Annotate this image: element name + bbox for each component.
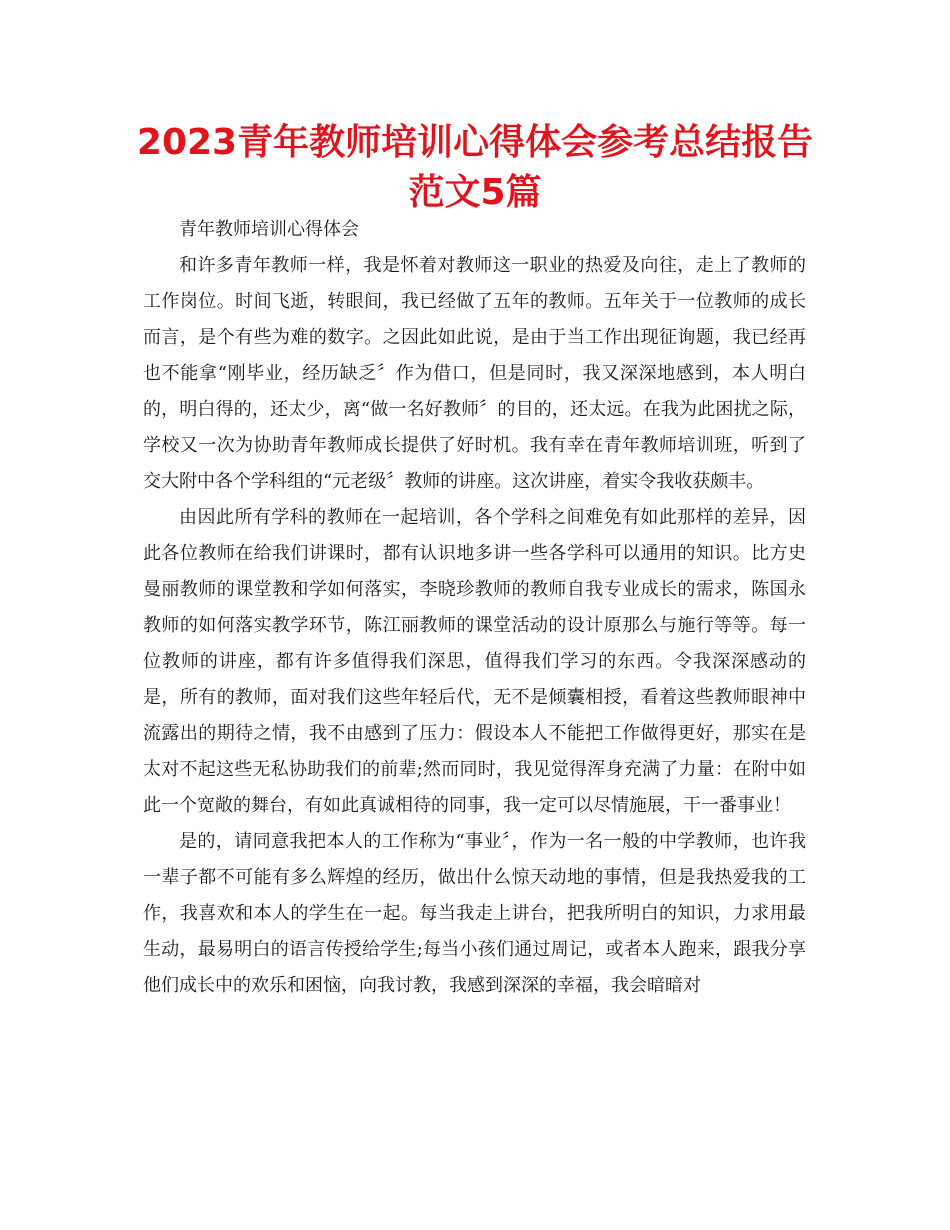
paragraph: 由因此所有学科的教师在一起培训，各个学科之间难免有如此那样的差异，因此各位教师在给我们讲课时，都有认识地多讲一些各学科可以通用的知识。比方史曼丽教师的课堂教和学如何落实，李晓珍教师的教师自我专业成长的需求，陈国永教师的如何落实教学环节，陈江丽教师的课堂活动的设计原那么与施行等等。每一位教师的讲座，都有许多值得我们深思，值得我们学习的东西。令我深深感动的是，所有的教师，面对我们这些年轻后代，无不是倾囊相授，看着这些教师眼神中流露出的期待之情，我不由感到了压力：假设本人不能把工作做得更好，那实在是太对不起这些无私协助我们的前辈;然而同时，我见觉得浑身充满了力量：在附中如此一个宽敞的舞台，有如此真诚相待的同事，我一定可以尽情施展，干一番事业！	[143, 507, 806, 816]
document-subtitle: 青年教师培训心得体会	[179, 219, 359, 240]
document-title: 2023青年教师培训心得体会参考总结报告范文5篇	[136, 122, 814, 213]
paragraph: 和许多青年教师一样，我是怀着对教师这一职业的热爱及向往，走上了教师的工作岗位。时间飞逝，转眼间，我已经做了五年的教师。五年关于一位教师的成长而言，是个有些为难的数字。之因此如此说，是由于当工作出现征询题，我已经再也不能拿“刚毕业，经历缺乏〞作为借口，但是同时，我又深深地感到，本人明白的，明白得的，还太少，离“做一名好教师〞的目的，还太远。在我为此困扰之际，学校又一次为协助青年教师成长提供了好时机。我有幸在青年教师培训班，听到了交大附中各个学科组的“元老级〞教师的讲座。这次讲座，着实令我收获颇丰。	[143, 255, 806, 492]
paragraph: 是的，请同意我把本人的工作称为“事业〞，作为一名一般的中学教师，也许我一辈子都不可能有多么辉煌的经历，做出什么惊天动地的事情，但是我热爱我的工作，我喜欢和本人的学生在一起。每当我走上讲台，把我所明白的知识，力求用最生动，最易明白的语言传授给学生;每当小孩们通过周记，或者本人跑来，跟我分享他们成长中的欢乐和困恼，向我讨教，我感到深深的幸福，我会暗暗对	[143, 831, 806, 996]
document-body	[143, 212, 806, 1004]
